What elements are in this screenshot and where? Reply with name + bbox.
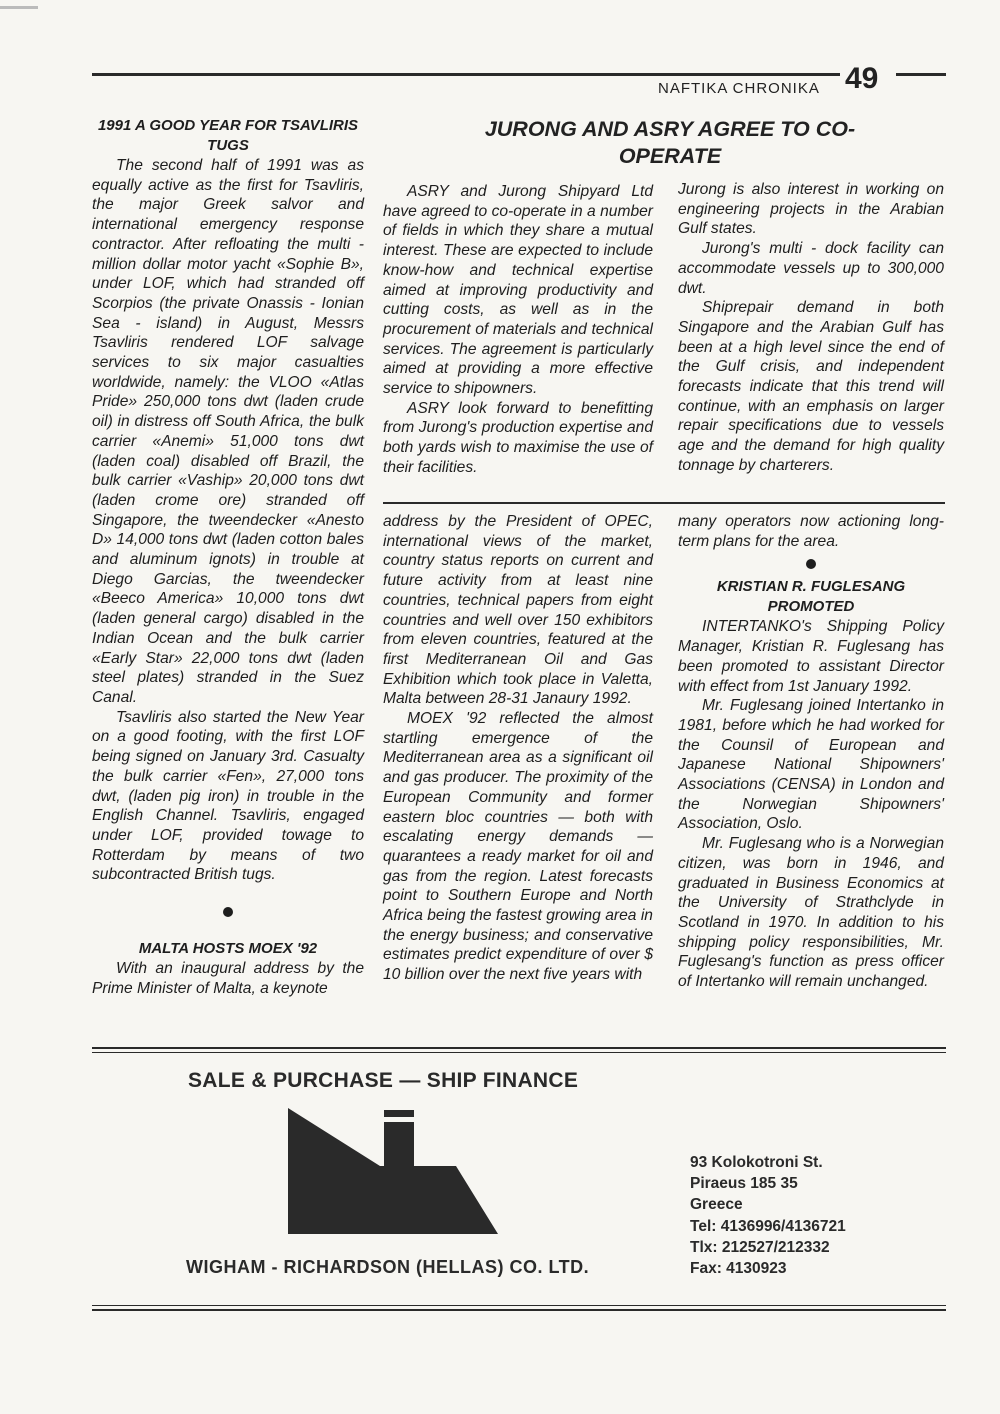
malta-column-cont xyxy=(383,512,653,985)
address-city: Piraeus 185 35 xyxy=(690,1175,798,1193)
ad-title: SALE & PURCHASE — SHIP FINANCE xyxy=(188,1069,579,1092)
fuglesang-title: KRISTIAN R. FUGLESANG PROMOTED xyxy=(716,578,906,616)
jurong-paragraph-2-part: ASRY look forward to benefitting from Jurong's production expertise and both yards wish to maximise the use of their facilities. xyxy=(383,399,653,476)
ad-top-rule-2 xyxy=(92,1052,946,1053)
column-right-bottom xyxy=(678,512,944,992)
ship-logo-icon xyxy=(288,1108,498,1234)
address-tel: Tel: 4136996/4136721 xyxy=(690,1217,846,1235)
tsavliris-title: 1991 A GOOD YEAR FOR TSAVLIRIS TUGS xyxy=(97,117,359,154)
jurong-paragraph-1: ASRY and Jurong Shipyard Ltd have agreed to co-operate in a number of fields in which they share a mutual interest. These are expected to include know-how and technical expertise aimed at improving productivity and cutting costs, as well as in the procurement of materials and technical services. The agreement is particularly aimed at providing a more effective service to shipowners. xyxy=(383,183,653,398)
ad-top-rule-1 xyxy=(92,1047,946,1049)
malta-paragraph-1-cont: address by the President of OPEC, international views of the market, country status reports on current and future activity from at least nine countries, technical papers from eight countries and well over 150 exhibitors from eleven countries, featured at the first Mediterranean Oil and Gas Exhibition which took place in Valetta, Malta between 28-31 Janaury 1992. xyxy=(383,513,653,708)
jurong-paragraph-4: Shiprepair demand in both Singapore and the Arabian Gulf has been at a high level since the end of the Gulf crisis, and independent forecasts indicate that this trend will continue, with an emphasis on larger repair specifications due to vessels age and the demand for high quality tonnage by charterers. xyxy=(678,299,944,474)
malta-title: MALTA HOSTS MOEX '92 xyxy=(138,940,318,958)
jurong-paragraph-2-cont: Jurong is also interest in working on engineering projects in the Arabian Gulf states. xyxy=(678,181,944,238)
fuglesang-paragraph-3: Mr. Fuglesang who is a Norwegian citizen, was born in 1946, and graduated in Business Economics at the University of Strathclyde in Scotland in 1970. In addition to his shipping policy responsibilities, Mr. Fuglesang's function as press officer of Intertanko will remain unchanged. xyxy=(678,835,944,991)
fuglesang-paragraph-1: INTERTANKO's Shipping Policy Manager, Kristian R. Fuglesang has been promoted to assistant Director with effect from 1st January 1992. xyxy=(678,618,944,695)
address-tlx: Tlx: 212527/212332 xyxy=(690,1238,830,1256)
column-left xyxy=(92,116,364,998)
address-country: Greece xyxy=(690,1196,743,1214)
jurong-column-2 xyxy=(678,180,944,476)
tsavliris-paragraph-2: Tsavliris also started the New Year on a good footing, with the first LOF being signed on January 3rd. Casualty the bulk carrier «Fen», 27,000 tons dwt, (laden pig iron) in trouble in the English Channel. Tsavliris, engaged under LOF, provided towage to Rotterdam by means of two subcontracted British tugs. xyxy=(92,708,364,884)
scan-edge-mark xyxy=(0,6,38,9)
jurong-divider xyxy=(383,502,945,504)
page-number: 49 xyxy=(845,62,879,95)
malta-paragraph-2-part: MOEX '92 reflected the almost startling emergence of the Mediterranean area as a significant oil and gas producer. The proximity of the European Community and former eastern bloc countries — both with escalating energy demands — quarantees a ready market for oil and gas from the region. Latest forecasts point to Southern Europe and North Africa being the fastest growing area in the energy business; and conservative estimates predict expenditure of over $ 10 billion over the next five years with xyxy=(383,710,653,984)
ad-bottom-rule-1 xyxy=(92,1305,946,1306)
ad-bottom-rule-2 xyxy=(92,1309,946,1311)
malta-paragraph-1-part: With an inaugural address by the Prime Minister of Malta, a keynote xyxy=(92,960,364,997)
section-bullet xyxy=(806,559,816,569)
header-rule-left xyxy=(92,73,840,76)
header-rule-right xyxy=(896,73,946,76)
tsavliris-paragraph-1: The second half of 1991 was as equally active as the first for Tsavliris, the major Greek salvor and international emergency response contractor. After refloating the multi - million dollar motor yacht «Sophie B», under LOF, which had stranded off Scorpios (the private Onassis - Ionian Sea - island) in August, Messrs Tsavliris rendered LOF salvage services to six major casualties worldwide, namely: the VLOO «Atlas Pride» 250,000 tons dwt (laden crude oil) in distress off South Africa, the bulk carrier «Anemi» 51,000 tons dwt (laden coal) disabled off Brazil, the bulk carrier «Vaship» 20,000 tons dwt (laden crome ore) stranded off Singapore, the tweendecker «Anesto D» 14,000 tons dwt (laden cotton bales and aluminum ignots) in trouble at Diego Garcias, the tweendecker «Beeco America» 10,000 tons dwt (laden general cargo) disabled in the Indian Ocean and the bulk carrier «Early Star» 22,000 tons dwt (laden steel plates) stranded in the Suez Canal. xyxy=(92,157,364,706)
ad-company: WIGHAM - RICHARDSON (HELLAS) CO. LTD. xyxy=(186,1257,590,1277)
jurong-title: JURONG AND ASRY AGREE TO CO-OPERATE xyxy=(484,117,856,168)
address-street: 93 Kolokotroni St. xyxy=(690,1154,823,1171)
publication-name: NAFTIKA CHRONIKA xyxy=(658,80,820,97)
ad-address xyxy=(690,1152,846,1279)
section-bullet xyxy=(223,907,233,917)
fuglesang-paragraph-2: Mr. Fuglesang joined Intertanko in 1981, before which he had worked for the Counsil of European and Japanese National Shipowners' Associations (CENSA) in London and the Norwegian Shipowners' Association, Oslo. xyxy=(678,697,944,833)
jurong-paragraph-3: Jurong's multi - dock facility can accommodate vessels up to 300,000 dwt. xyxy=(678,240,944,297)
malta-paragraph-2-end: many operators now actioning long- term plans for the area. xyxy=(678,513,944,550)
jurong-column-1 xyxy=(383,182,653,478)
address-fax: Fax: 4130923 xyxy=(690,1260,787,1278)
